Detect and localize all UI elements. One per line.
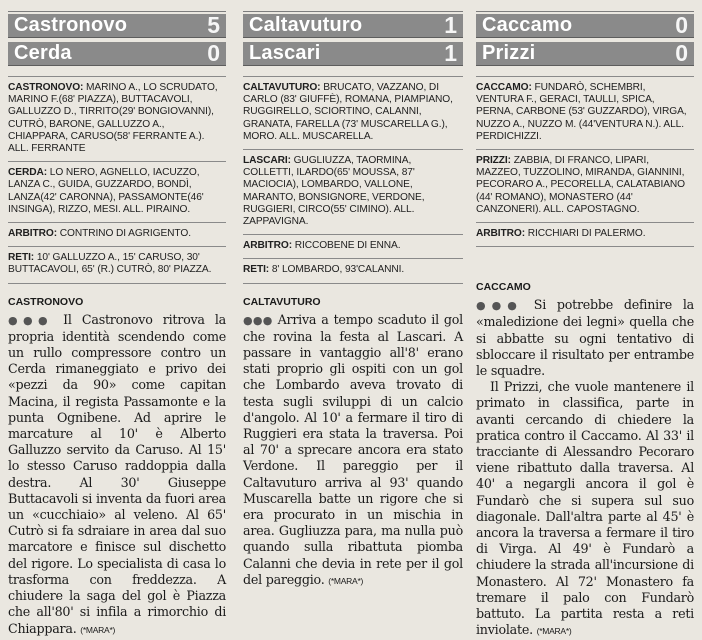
- top-rule: [243, 11, 463, 12]
- bullet-dots: ●●●: [243, 313, 273, 327]
- home-lineup: [243, 76, 463, 150]
- referee: [243, 235, 463, 259]
- home-lineup-label: CASTRONOVO:: [8, 82, 84, 93]
- top-rule: [8, 11, 226, 12]
- away-team-name: Prizzi: [482, 42, 536, 64]
- away-score: 0: [207, 40, 220, 66]
- referee-text: RICCOBENE DI ENNA.: [294, 240, 401, 252]
- article-heading: CACCAMO: [476, 281, 531, 294]
- article-heading: CALTAVUTURO: [243, 295, 321, 308]
- referee-label: ARBITRO:: [8, 228, 57, 240]
- away-team-name: Cerda: [14, 42, 72, 64]
- away-lineup-label: LASCARI:: [243, 155, 291, 167]
- match-column-2: [243, 8, 463, 589]
- home-score: 5: [207, 12, 220, 38]
- home-team-name: Castronovo: [14, 14, 128, 36]
- away-score: 0: [675, 40, 688, 66]
- article-text: Si potrebbe definire la «maledizione dei legni» quella che si abbatte su ogni tentativo di sbloccare il risultato per entrambe le squadre.: [476, 297, 694, 379]
- home-lineup-text: MARINO A., LO SCRUDATO, MARINO F.(68' PIAZZA), BUTTACAVOLI, GALLUZZO D., TIRRITO(29' BONGIOVANNI), CUTRÒ, BARONE, GALLUZZO A., CHIAPPARA, CARUSO(58' FERRANTE A.). ALL. FERRANTE: [8, 82, 218, 155]
- bullet-dots: ●●●: [8, 313, 53, 327]
- away-team-name: Lascari: [249, 42, 321, 64]
- top-rule: [476, 11, 694, 12]
- match-column-3: [476, 8, 694, 640]
- away-lineup-text: LO NERO, AGNELLO, IACUZZO, LANZA C., GUIDA, GUZZARDO, BONDÌ, LANZA(42' CARONNA), PASSAMONTE(46' INSINGA), RIZZO, MESI. ALL. PIRAINO.: [8, 167, 204, 215]
- away-lineup-label: PRIZZI:: [476, 155, 511, 167]
- away-lineup: [8, 162, 226, 223]
- referee-text: CONTRINO DI AGRIGENTO.: [59, 228, 191, 240]
- home-lineup: [8, 76, 226, 162]
- referee: [476, 223, 694, 247]
- home-lineup-text: BRUCATO, VAZZANO, DI CARLO (83' GIUFFÈ), ROMANA, PIAMPIANO, RUGGIRELLO, SCIORTINO, CALANNI, GRANATA, FARELLA (73' MUSCARELLA G.), MORO. ALL. MUSCARELLA.: [243, 82, 453, 142]
- article-heading: CASTRONOVO: [8, 295, 84, 308]
- article-credit: (*MARA*): [536, 626, 572, 637]
- article-body: [8, 312, 226, 638]
- home-lineup-label: CACCAMO:: [476, 82, 532, 93]
- article-credit: (*MARA*): [328, 575, 364, 586]
- match-column-1: [8, 8, 226, 638]
- goals-text: 8' LOMBARDO, 93'CALANNI.: [271, 264, 405, 276]
- article-text: Il Castronovo ritrova la propria identità scendendo come un rullo compressore contro un Cerda rimaneggiato e privo dei «pezzi da 90» come capitan Macina, il regista Passamonte e la punta Ognibene. Ad aprire le marcature al 10' è Alberto Galluzzo servito da Caruso. Al 15' lo stesso Caruso raddoppia dalla destra. Al 30' Giuseppe Buttacavoli si inventa da fuori area un «cucchiaio» al veleno. Al 65' Cutrò si fa sdraiare in area dal suo marcatore e finisce sul dischetto del rigore. Lo specialista di casa lo trasforma con freddezza. A chiudere la saga del gol è Piazza che all'80' si infila a rimorchio di Chiappara.: [8, 311, 226, 636]
- away-score: 1: [444, 40, 457, 66]
- home-scorebox: [8, 14, 226, 38]
- referee-text: RICCHIARI DI PALERMO.: [527, 228, 646, 240]
- bullet-dots: ●●●: [476, 299, 523, 313]
- article-body: [243, 312, 463, 589]
- away-lineup: [476, 150, 694, 223]
- article-body: [476, 297, 694, 639]
- goals: [8, 247, 226, 283]
- home-team-name: Caccamo: [482, 14, 573, 36]
- referee-label: ARBITRO:: [243, 240, 292, 252]
- goals-text: 10' GALLUZZO A., 15' CARUSO, 30' BUTTACAVOLI, 65' (R.) CUTRÒ, 80' PIAZZA.: [8, 252, 212, 276]
- goals-label: RETI:: [243, 264, 270, 276]
- away-scorebox: [8, 42, 226, 66]
- home-lineup: [476, 76, 694, 150]
- referee: [8, 223, 226, 247]
- home-score: 0: [675, 12, 688, 38]
- away-lineup-label: CERDA:: [8, 167, 48, 179]
- goals-label: RETI:: [8, 252, 35, 264]
- home-scorebox: [243, 14, 463, 38]
- away-lineup-text: GUGLIUZZA, TAORMINA, COLLETTI, ILARDO(65' MOUSSA, 87' MACIOCIA), LOMBARDO, VALLONE, MARANTO, BONSIGNORE, VERDONE, RUGGIERI, CIRCO(55' CIMINO). ALL. ZAPPAVIGNA.: [243, 155, 425, 228]
- home-team-name: Caltavuturo: [249, 14, 363, 36]
- home-lineup-text: FUNDARÒ, SCHEMBRI, VENTURA F., GERACI, TAULLI, SPICA, PERNA, CARBONE (53' GUZZARDO), VIRGA, NUZZO A., NUZZO M. (44'VENTURA N.). ALL. PERDICHIZZI.: [476, 82, 687, 142]
- article-text: Arriva a tempo scaduto il gol che rovina la festa al Lascari. A passare in vantaggio all'8' erano stati proprio gli ospiti con un gol che Lombardo aveva trovato di testa sugli sviluppi di un calcio d'angolo. Al 10' a fermare il tiro di Ruggieri era stata la traversa. Poi al 70' a sprecare ancora era stato Verdone. Il pareggio per il Caltavuturo arriva al 93' quando Muscarella batte un rigore che si era procurato in un mischia in area. Gugliuzza para, ma nulla può quando sulla ribattuta piomba Calanni che devia in rete per il gol del pareggio.: [243, 311, 463, 587]
- referee-label: ARBITRO:: [476, 228, 525, 240]
- away-scorebox: [243, 42, 463, 66]
- home-lineup-label: CALTAVUTURO:: [243, 82, 321, 93]
- home-scorebox: [476, 14, 694, 38]
- home-score: 1: [444, 12, 457, 38]
- away-scorebox: [476, 42, 694, 66]
- article-credit: (*MARA*): [80, 624, 116, 635]
- away-lineup: [243, 150, 463, 235]
- article-text-2: Il Prizzi, che vuole mantenere il primato in classifica, parte in avanti cercando di chiedere la pratica contro il Caccamo. Al 33' il tracciante di Alessandro Pecoraro viene ribattuto dalla traversa. Al 40' a negargli ancora il gol è Fundarò che si supera sul suo diagonale. Dall'altra parte al 45' è ancora la traversa a fermare il tiro di Virga. Al 49' è Fundarò a chiudere la strada all'incursione di Monastero. Al 72' Monastero fa tremare il palo con Fundarò battuto. La partita resta a reti inviolate.: [476, 379, 694, 638]
- away-lineup-text: ZABBIA, DI FRANCO, LIPARI, MAZZEO, TUZZOLINO, MIRANDA, GIANNINI, PECORARO A., PECORELLA, CALATABIANO (44' ROMANO), MONASTERO (44' CANZONERI). ALL. CAPOSTAGNO.: [476, 155, 685, 215]
- goals: [243, 259, 463, 283]
